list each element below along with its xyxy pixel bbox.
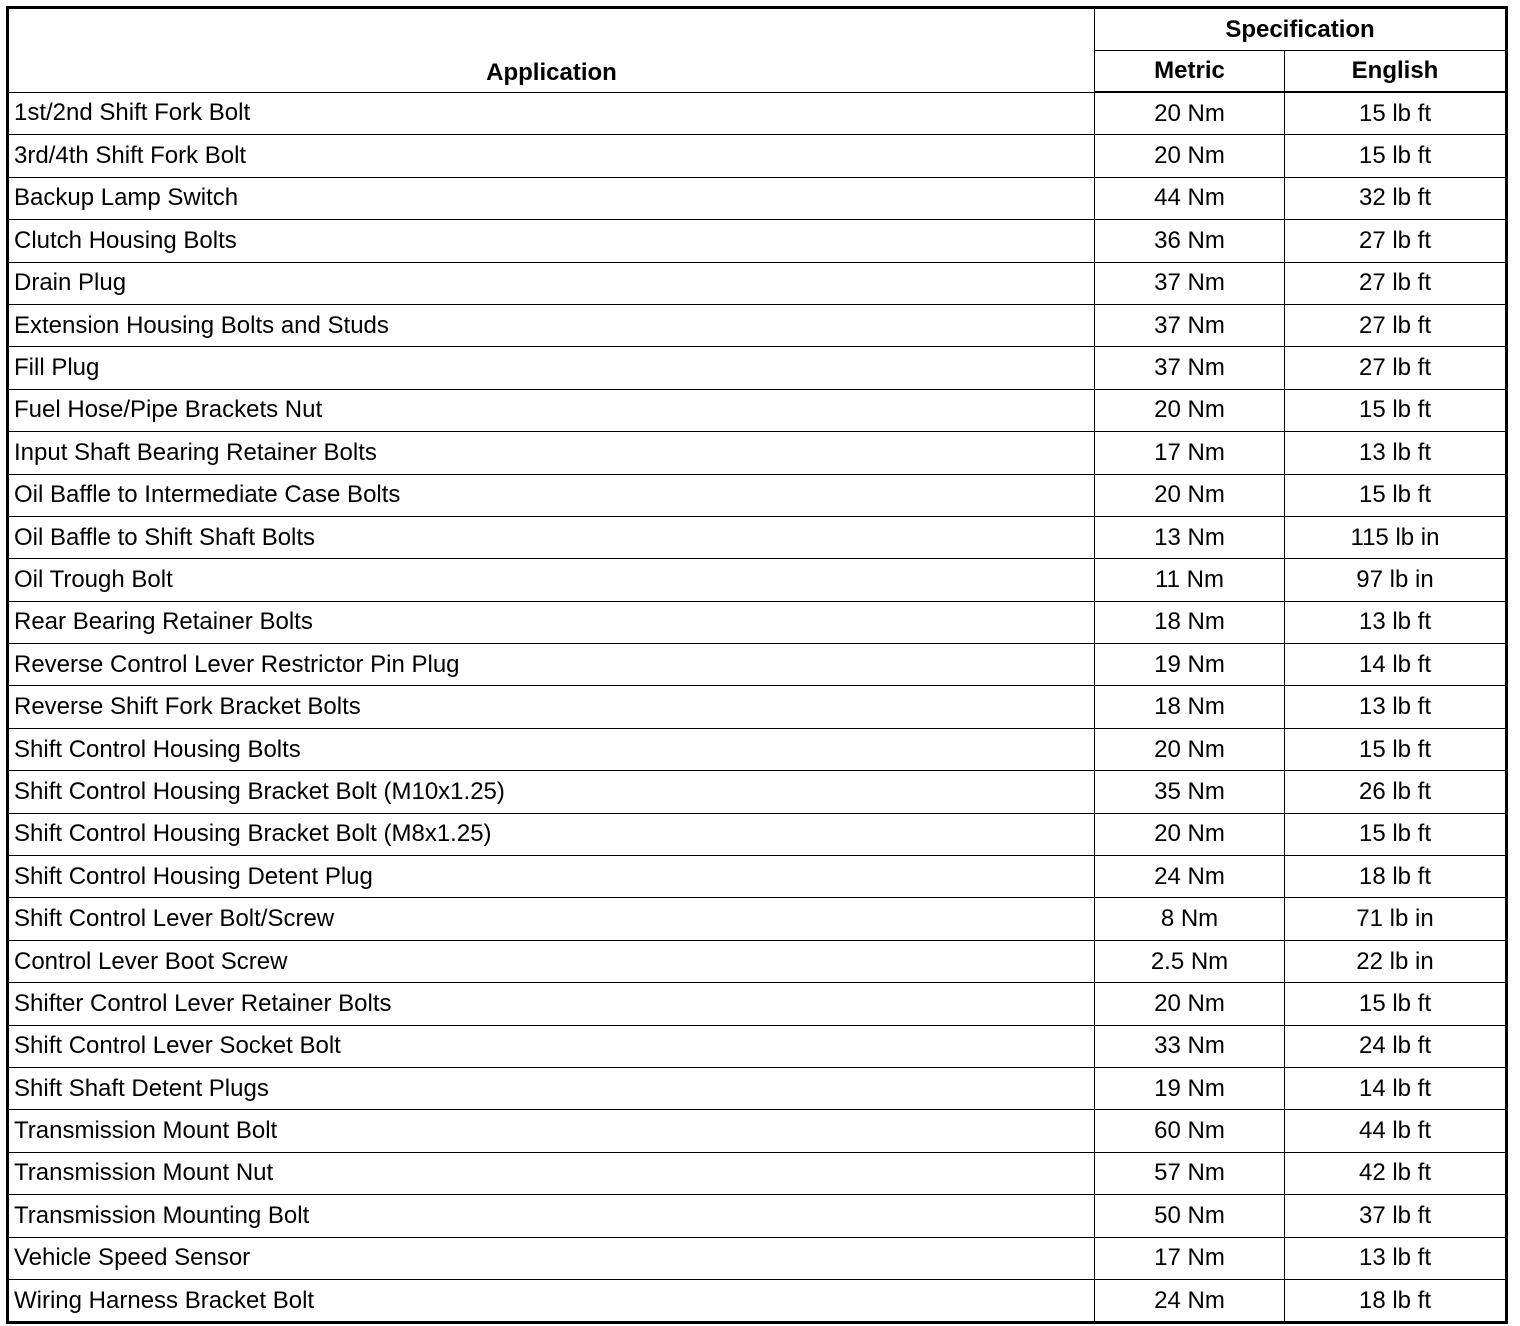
application-cell: Drain Plug xyxy=(8,262,1095,304)
application-cell: Shift Control Housing Bracket Bolt (M10x1.25) xyxy=(8,771,1095,813)
application-cell: Shift Control Lever Socket Bolt xyxy=(8,1025,1095,1067)
metric-cell: 60 Nm xyxy=(1095,1110,1285,1152)
metric-cell: 20 Nm xyxy=(1095,813,1285,855)
application-cell: Transmission Mount Bolt xyxy=(8,1110,1095,1152)
metric-cell: 35 Nm xyxy=(1095,771,1285,813)
english-cell: 71 lb in xyxy=(1285,898,1507,940)
english-cell: 15 lb ft xyxy=(1285,813,1507,855)
metric-cell: 2.5 Nm xyxy=(1095,940,1285,982)
table-row xyxy=(8,771,1507,813)
metric-cell: 20 Nm xyxy=(1095,92,1285,135)
english-cell: 27 lb ft xyxy=(1285,304,1507,346)
metric-cell: 20 Nm xyxy=(1095,135,1285,177)
metric-cell: 33 Nm xyxy=(1095,1025,1285,1067)
application-cell: Transmission Mounting Bolt xyxy=(8,1195,1095,1237)
application-cell: Shift Shaft Detent Plugs xyxy=(8,1067,1095,1109)
fastener-spec-table xyxy=(6,6,1508,1324)
table-row xyxy=(8,135,1507,177)
table-row xyxy=(8,220,1507,262)
table-row xyxy=(8,432,1507,474)
metric-cell: 17 Nm xyxy=(1095,432,1285,474)
column-header-metric: Metric xyxy=(1095,51,1285,93)
application-cell: Transmission Mount Nut xyxy=(8,1152,1095,1194)
application-cell: Clutch Housing Bolts xyxy=(8,220,1095,262)
english-cell: 13 lb ft xyxy=(1285,432,1507,474)
english-cell: 27 lb ft xyxy=(1285,262,1507,304)
english-cell: 44 lb ft xyxy=(1285,1110,1507,1152)
table-row xyxy=(8,644,1507,686)
metric-cell: 36 Nm xyxy=(1095,220,1285,262)
application-cell: Shift Control Housing Bracket Bolt (M8x1.25) xyxy=(8,813,1095,855)
table-row xyxy=(8,898,1507,940)
application-cell: Input Shaft Bearing Retainer Bolts xyxy=(8,432,1095,474)
table-row xyxy=(8,1067,1507,1109)
application-cell: Oil Baffle to Shift Shaft Bolts xyxy=(8,516,1095,558)
metric-cell: 20 Nm xyxy=(1095,389,1285,431)
table-row xyxy=(8,347,1507,389)
english-cell: 24 lb ft xyxy=(1285,1025,1507,1067)
table-row xyxy=(8,856,1507,898)
application-cell: Reverse Shift Fork Bracket Bolts xyxy=(8,686,1095,728)
table-row xyxy=(8,686,1507,728)
table-row xyxy=(8,559,1507,601)
application-cell: Backup Lamp Switch xyxy=(8,177,1095,219)
metric-cell: 8 Nm xyxy=(1095,898,1285,940)
english-cell: 14 lb ft xyxy=(1285,1067,1507,1109)
table-row xyxy=(8,1025,1507,1067)
english-cell: 18 lb ft xyxy=(1285,1279,1507,1322)
application-cell: 3rd/4th Shift Fork Bolt xyxy=(8,135,1095,177)
application-cell: Vehicle Speed Sensor xyxy=(8,1237,1095,1279)
table-row xyxy=(8,474,1507,516)
table-row xyxy=(8,1195,1507,1237)
table-row xyxy=(8,92,1507,135)
table-row xyxy=(8,1279,1507,1322)
metric-cell: 24 Nm xyxy=(1095,856,1285,898)
application-cell: Rear Bearing Retainer Bolts xyxy=(8,601,1095,643)
header-row-top xyxy=(8,8,1507,51)
english-cell: 15 lb ft xyxy=(1285,389,1507,431)
metric-cell: 20 Nm xyxy=(1095,728,1285,770)
table-row xyxy=(8,601,1507,643)
metric-cell: 37 Nm xyxy=(1095,262,1285,304)
application-cell: Control Lever Boot Screw xyxy=(8,940,1095,982)
english-cell: 22 lb in xyxy=(1285,940,1507,982)
application-cell: Shift Control Lever Bolt/Screw xyxy=(8,898,1095,940)
english-cell: 97 lb in xyxy=(1285,559,1507,601)
application-cell: Shift Control Housing Bolts xyxy=(8,728,1095,770)
english-cell: 37 lb ft xyxy=(1285,1195,1507,1237)
metric-cell: 24 Nm xyxy=(1095,1279,1285,1322)
table-row xyxy=(8,516,1507,558)
english-cell: 26 lb ft xyxy=(1285,771,1507,813)
english-cell: 27 lb ft xyxy=(1285,220,1507,262)
metric-cell: 19 Nm xyxy=(1095,644,1285,686)
application-cell: Fuel Hose/Pipe Brackets Nut xyxy=(8,389,1095,431)
english-cell: 15 lb ft xyxy=(1285,474,1507,516)
table-row xyxy=(8,262,1507,304)
application-cell: Shifter Control Lever Retainer Bolts xyxy=(8,983,1095,1025)
application-cell: 1st/2nd Shift Fork Bolt xyxy=(8,92,1095,135)
metric-cell: 20 Nm xyxy=(1095,474,1285,516)
english-cell: 18 lb ft xyxy=(1285,856,1507,898)
english-cell: 42 lb ft xyxy=(1285,1152,1507,1194)
metric-cell: 13 Nm xyxy=(1095,516,1285,558)
column-group-header-specification: Specification xyxy=(1095,8,1507,51)
table-row xyxy=(8,389,1507,431)
column-header-english: English xyxy=(1285,51,1507,93)
english-cell: 13 lb ft xyxy=(1285,686,1507,728)
english-cell: 15 lb ft xyxy=(1285,983,1507,1025)
table-header xyxy=(8,8,1507,93)
table-row xyxy=(8,1237,1507,1279)
english-cell: 15 lb ft xyxy=(1285,728,1507,770)
english-cell: 27 lb ft xyxy=(1285,347,1507,389)
metric-cell: 18 Nm xyxy=(1095,686,1285,728)
table-row xyxy=(8,1110,1507,1152)
metric-cell: 57 Nm xyxy=(1095,1152,1285,1194)
metric-cell: 17 Nm xyxy=(1095,1237,1285,1279)
english-cell: 13 lb ft xyxy=(1285,1237,1507,1279)
application-cell: Wiring Harness Bracket Bolt xyxy=(8,1279,1095,1322)
table-row xyxy=(8,940,1507,982)
metric-cell: 20 Nm xyxy=(1095,983,1285,1025)
metric-cell: 19 Nm xyxy=(1095,1067,1285,1109)
english-cell: 115 lb in xyxy=(1285,516,1507,558)
table-body xyxy=(8,92,1507,1323)
metric-cell: 37 Nm xyxy=(1095,347,1285,389)
english-cell: 32 lb ft xyxy=(1285,177,1507,219)
table-row xyxy=(8,1152,1507,1194)
table-row xyxy=(8,728,1507,770)
application-cell: Extension Housing Bolts and Studs xyxy=(8,304,1095,346)
application-cell: Oil Baffle to Intermediate Case Bolts xyxy=(8,474,1095,516)
table-row xyxy=(8,813,1507,855)
english-cell: 15 lb ft xyxy=(1285,92,1507,135)
table-row xyxy=(8,304,1507,346)
english-cell: 13 lb ft xyxy=(1285,601,1507,643)
column-header-application: Application xyxy=(8,8,1095,93)
metric-cell: 18 Nm xyxy=(1095,601,1285,643)
application-cell: Reverse Control Lever Restrictor Pin Plug xyxy=(8,644,1095,686)
table-row xyxy=(8,177,1507,219)
english-cell: 15 lb ft xyxy=(1285,135,1507,177)
application-cell: Fill Plug xyxy=(8,347,1095,389)
metric-cell: 11 Nm xyxy=(1095,559,1285,601)
metric-cell: 50 Nm xyxy=(1095,1195,1285,1237)
application-cell: Shift Control Housing Detent Plug xyxy=(8,856,1095,898)
application-cell: Oil Trough Bolt xyxy=(8,559,1095,601)
metric-cell: 44 Nm xyxy=(1095,177,1285,219)
english-cell: 14 lb ft xyxy=(1285,644,1507,686)
metric-cell: 37 Nm xyxy=(1095,304,1285,346)
table-row xyxy=(8,983,1507,1025)
